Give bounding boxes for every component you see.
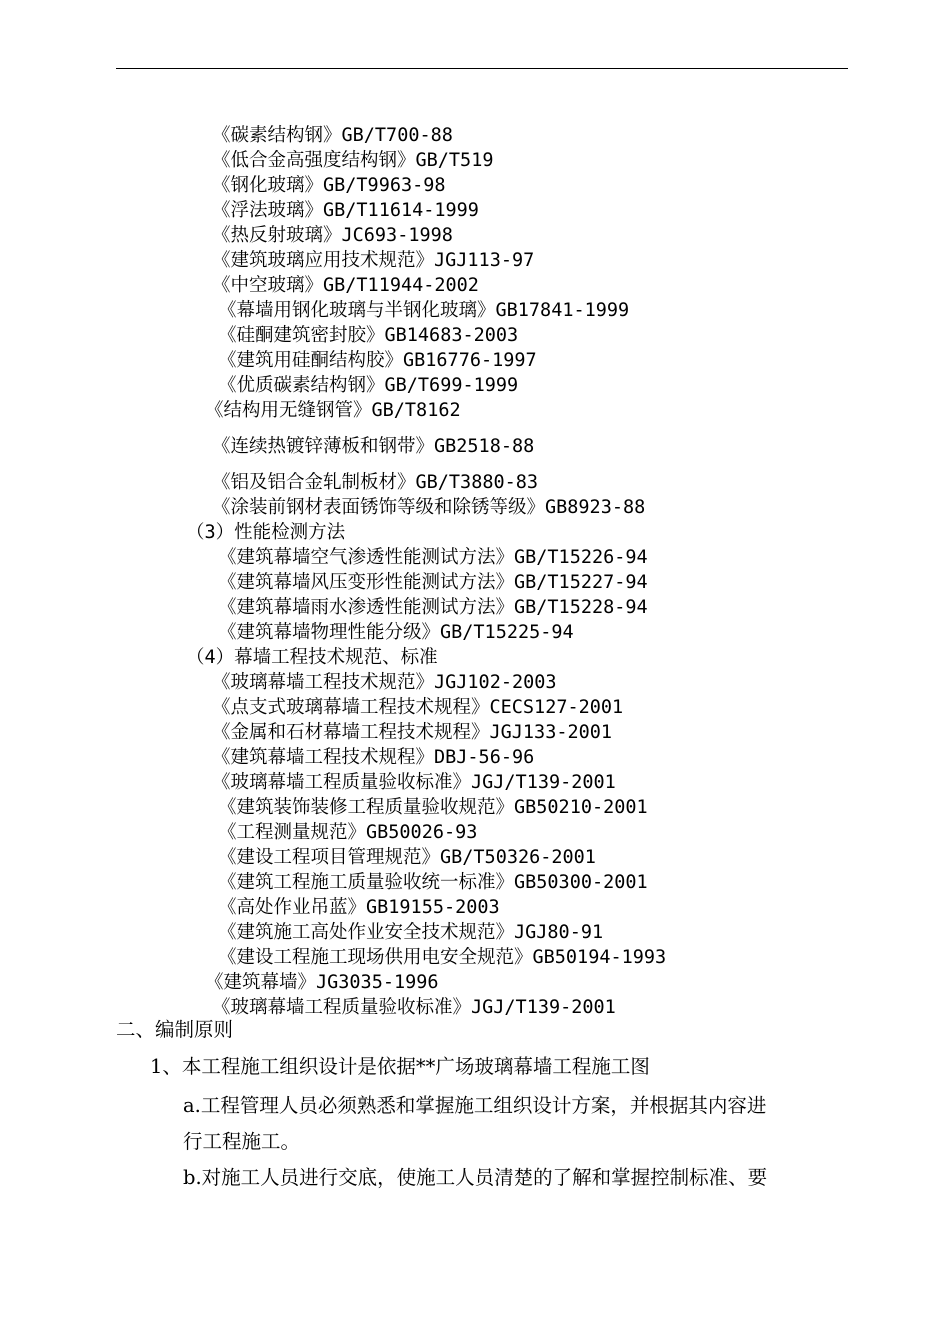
standard-item: 《优质碳素结构钢》GB/T699-1999: [218, 375, 519, 396]
standard-item: 《建筑工程施工质量验收统一标准》GB50300-2001: [218, 872, 648, 893]
standard-item: 《玻璃幕墙工程质量验收标准》JGJ/T139-2001: [212, 997, 616, 1018]
standard-item: 《中空玻璃》GB/T11944-2002: [212, 275, 479, 296]
principles-heading: 二、编制原则: [116, 1018, 234, 1041]
standard-item: 《连续热镀锌薄板和钢带》GB2518-88: [212, 436, 535, 457]
standard-item: 《幕墙用钢化玻璃与半钢化玻璃》GB17841-1999: [218, 300, 630, 321]
header-rule: [116, 68, 848, 69]
standard-item: 《金属和石材幕墙工程技术规程》JGJ133-2001: [212, 722, 613, 743]
standard-item: 《建设工程项目管理规范》GB/T50326-2001: [218, 847, 596, 868]
standard-item: 《铝及铝合金轧制板材》GB/T3880-83: [212, 472, 539, 493]
standard-item: 《建筑玻璃应用技术规范》JGJ113-97: [212, 250, 535, 271]
principle-item-b: b.对施工人员进行交底，使施工人员清楚的了解和掌握控制标准、要: [183, 1166, 768, 1189]
principle-item-1: 1、本工程施工组织设计是依据**广场玻璃幕墙工程施工图: [150, 1055, 650, 1078]
standard-item: 《建设工程施工现场供用电安全规范》GB50194-1993: [218, 947, 667, 968]
standard-item: 《浮法玻璃》GB/T11614-1999: [212, 200, 479, 221]
standard-item: 《建筑幕墙雨水渗透性能测试方法》GB/T15228-94: [218, 597, 648, 618]
section-heading: （4）幕墙工程技术规范、标准: [186, 647, 438, 668]
standard-item: 《建筑施工高处作业安全技术规范》JGJ80-91: [218, 922, 604, 943]
standard-item: 《低合金高强度结构钢》GB/T519: [212, 150, 494, 171]
standard-item: 《结构用无缝钢管》GB/T8162: [205, 400, 461, 421]
standard-item: 《工程测量规范》GB50026-93: [218, 822, 478, 843]
standard-item: 《建筑用硅酮结构胶》GB16776-1997: [218, 350, 537, 371]
standard-item: 《建筑装饰装修工程质量验收规范》GB50210-2001: [218, 797, 648, 818]
section-heading: （3）性能检测方法: [186, 522, 346, 543]
standard-item: 《建筑幕墙》JG3035-1996: [205, 972, 439, 993]
standard-item: 《建筑幕墙工程技术规程》DBJ-56-96: [212, 747, 535, 768]
standard-item: 《建筑幕墙空气渗透性能测试方法》GB/T15226-94: [218, 547, 648, 568]
principle-item-a-continued: 行工程施工。: [183, 1130, 301, 1153]
standard-item: 《玻璃幕墙工程技术规范》JGJ102-2003: [212, 672, 557, 693]
standard-item: 《热反射玻璃》JC693-1998: [212, 225, 453, 246]
standard-item: 《建筑幕墙风压变形性能测试方法》GB/T15227-94: [218, 572, 648, 593]
standard-item: 《涂装前钢材表面锈饰等级和除锈等级》GB8923-88: [212, 497, 646, 518]
standard-item: 《建筑幕墙物理性能分级》GB/T15225-94: [218, 622, 574, 643]
standard-item: 《碳素结构钢》GB/T700-88: [212, 125, 453, 146]
principle-item-a: a.工程管理人员必须熟悉和掌握施工组织设计方案，并根据其内容进: [183, 1094, 767, 1117]
standard-item: 《点支式玻璃幕墙工程技术规程》CECS127-2001: [212, 697, 624, 718]
standard-item: 《钢化玻璃》GB/T9963-98: [212, 175, 446, 196]
standard-item: 《高处作业吊蓝》GB19155-2003: [218, 897, 500, 918]
standard-item: 《玻璃幕墙工程质量验收标准》JGJ/T139-2001: [212, 772, 616, 793]
standard-item: 《硅酮建筑密封胶》GB14683-2003: [218, 325, 519, 346]
